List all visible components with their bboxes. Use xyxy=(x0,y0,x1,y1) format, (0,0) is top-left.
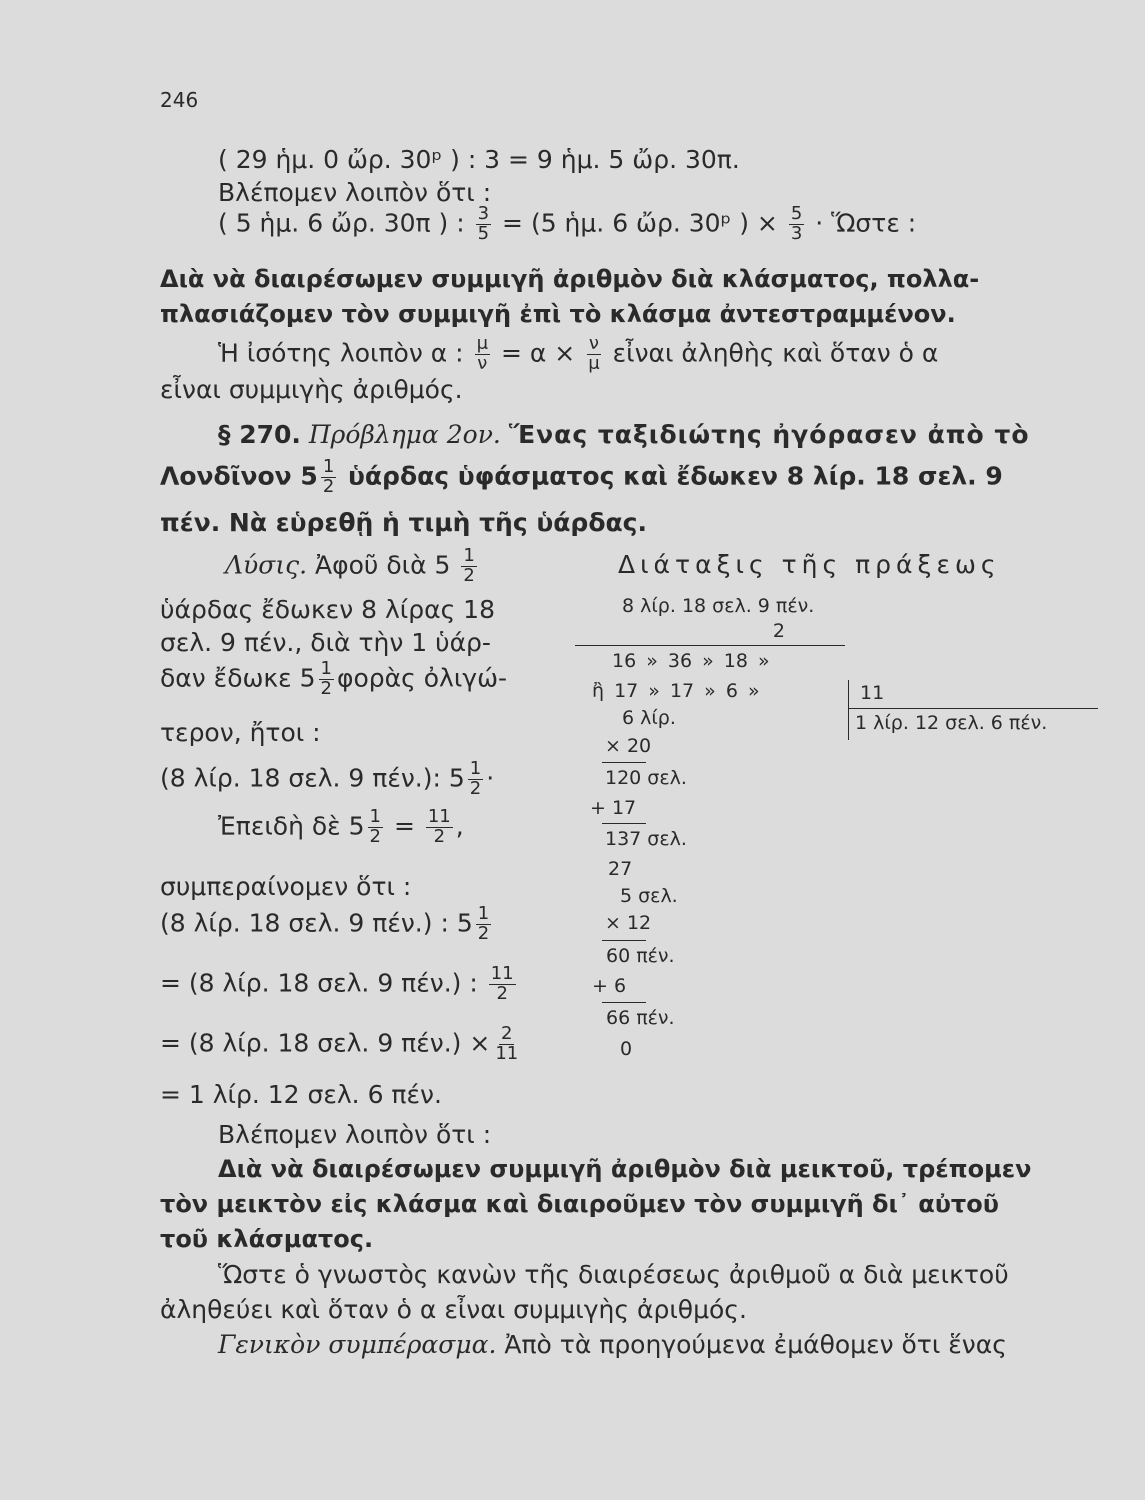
calc-row: 27 xyxy=(608,858,633,880)
text-line: Βλέπομεν λοιπὸν ὅτι : xyxy=(218,1120,492,1149)
text-line: Γενικὸν συμπέρασμα. Ἀπὸ τὰ προηγούμενα ἐμάθομεν ὅτι ἕνας xyxy=(218,1330,1007,1359)
rule-text: Διὰ νὰ διαιρέσωμεν συμμιγῆ ἀριθμὸν διὰ κλάσματος, πολλα- xyxy=(160,265,980,293)
calc-row: 60 πέν. xyxy=(606,945,675,967)
calc-row: 8 λίρ. 18 σελ. 9 πέν. xyxy=(622,595,815,617)
calc-line xyxy=(602,1002,646,1003)
text-line: ( 29 ἡμ. 0 ὤρ. 30ᵖ ) : 3 = 9 ἡμ. 5 ὤρ. 30π. xyxy=(218,145,740,174)
section-heading: § 270. Πρόβλημα 2ον. Ἕνας ταξιδιώτης ἠγόρασεν ἀπὸ τὸ xyxy=(218,420,1030,449)
calc-row: 0 xyxy=(620,1038,633,1060)
divisor: 11 xyxy=(860,682,885,704)
section-line: Λονδῖνον 5 $\frac{1}{2}$ ὑάρδας ὑφάσματος καὶ ἔδωκεν 8 λίρ. 18 σελ. 9 xyxy=(160,456,1003,497)
calc-row: × 12 xyxy=(605,912,652,934)
calc-line xyxy=(602,940,646,941)
quotient: 1 λίρ. 12 σελ. 6 πέν. xyxy=(855,712,1048,734)
calc-line xyxy=(848,708,1098,709)
calc-line xyxy=(575,645,845,646)
text-line: Ὥστε ὁ γνωστὸς κανὼν τῆς διαιρέσεως ἀριθμοῦ α διὰ μεικτοῦ xyxy=(218,1260,1009,1289)
solution-line: τερον, ἤτοι : xyxy=(160,718,321,747)
solution-line: = (8 λίρ. 18 σελ. 9 πέν.) : $\frac{11}{2}$ xyxy=(160,963,514,1004)
solution-line: σελ. 9 πέν., διὰ τὴν 1 ὑάρ- xyxy=(160,628,491,657)
division-bar xyxy=(848,680,849,740)
text-line: ἀληθεύει καὶ ὅταν ὁ α εἶναι συμμιγὴς ἀριθμός. xyxy=(160,1295,747,1324)
rule-text: τὸν μεικτὸν εἰς κλάσμα καὶ διαιροῦμεν τὸν συμμιγῆ δι᾽ αὐτοῦ xyxy=(160,1190,999,1218)
calc-line xyxy=(602,762,646,763)
solution-line: = 1 λίρ. 12 σελ. 6 πέν. xyxy=(160,1080,442,1109)
layout-title: Διάταξις τῆς πράξεως xyxy=(618,550,1001,579)
calc-row: + 17 xyxy=(590,797,637,819)
calc-row: 5 σελ. xyxy=(620,885,678,907)
calc-line xyxy=(602,823,646,824)
calc-row: 2 xyxy=(772,620,785,642)
calc-row: 16 » 36 » 18 » xyxy=(612,650,770,672)
solution-line: Λύσις. Ἀφοῦ διὰ 5 $\frac{1}{2}$ xyxy=(225,545,475,586)
section-line: πέν. Νὰ εὑρεθῇ ἡ τιμὴ τῆς ὑάρδας. xyxy=(160,508,647,537)
solution-line: συμπεραίνομεν ὅτι : xyxy=(160,872,412,901)
calc-row: 66 πέν. xyxy=(606,1007,675,1029)
calc-row: ἢ 17 » 17 » 6 » xyxy=(592,680,760,702)
text-line: εἶναι συμμιγὴς ἀριθμός. xyxy=(160,375,463,404)
calc-row: 120 σελ. xyxy=(605,767,687,789)
page-number: 246 xyxy=(160,88,199,112)
formula-line: Ἡ ἰσότης λοιπὸν α : $\frac{\mu}{\nu}$ = α × $\frac{\nu}{\mu}$ εἶναι ἀληθὴς καὶ ὅταν ὁ α xyxy=(218,333,939,374)
rule-text: τοῦ κλάσματος. xyxy=(160,1225,374,1253)
rule-text: πλασιάζομεν τὸν συμμιγῆ ἐπὶ τὸ κλάσμα ἀντεστραμμένον. xyxy=(160,300,956,328)
solution-line: δαν ἔδωκε 5 $\frac{1}{2}$ φορὰς ὀλιγώ- xyxy=(160,658,508,699)
text-line: Βλέπομεν λοιπὸν ὅτι : xyxy=(218,178,492,207)
solution-line: Ἐπειδὴ δὲ 5 $\frac{1}{2}$ = $\frac{11}{2}$ , xyxy=(218,806,464,847)
solution-line: (8 λίρ. 18 σελ. 9 πέν.): 5 $\frac{1}{2}$ · xyxy=(160,758,495,799)
calc-row: 137 σελ. xyxy=(605,828,687,850)
calc-row: + 6 xyxy=(592,975,627,997)
calc-row: × 20 xyxy=(605,735,652,757)
solution-line: (8 λίρ. 18 σελ. 9 πέν.) : 5 $\frac{1}{2}$ xyxy=(160,903,490,944)
solution-line: = (8 λίρ. 18 σελ. 9 πέν.) × $\frac{2}{11}$ xyxy=(160,1023,519,1064)
solution-line: ὑάρδας ἔδωκεν 8 λίρας 18 xyxy=(160,595,495,624)
formula-line: ( 5 ἡμ. 6 ὤρ. 30π ) : $\frac{3}{5}$ = (5 ἡμ. 6 ὤρ. 30ᵖ ) × $\frac{5}{3}$ · Ὥστε : xyxy=(218,203,917,244)
calc-row: 6 λίρ. xyxy=(622,707,676,729)
rule-text: Διὰ νὰ διαιρέσωμεν συμμιγῆ ἀριθμὸν διὰ μεικτοῦ, τρέπομεν xyxy=(218,1155,1032,1183)
